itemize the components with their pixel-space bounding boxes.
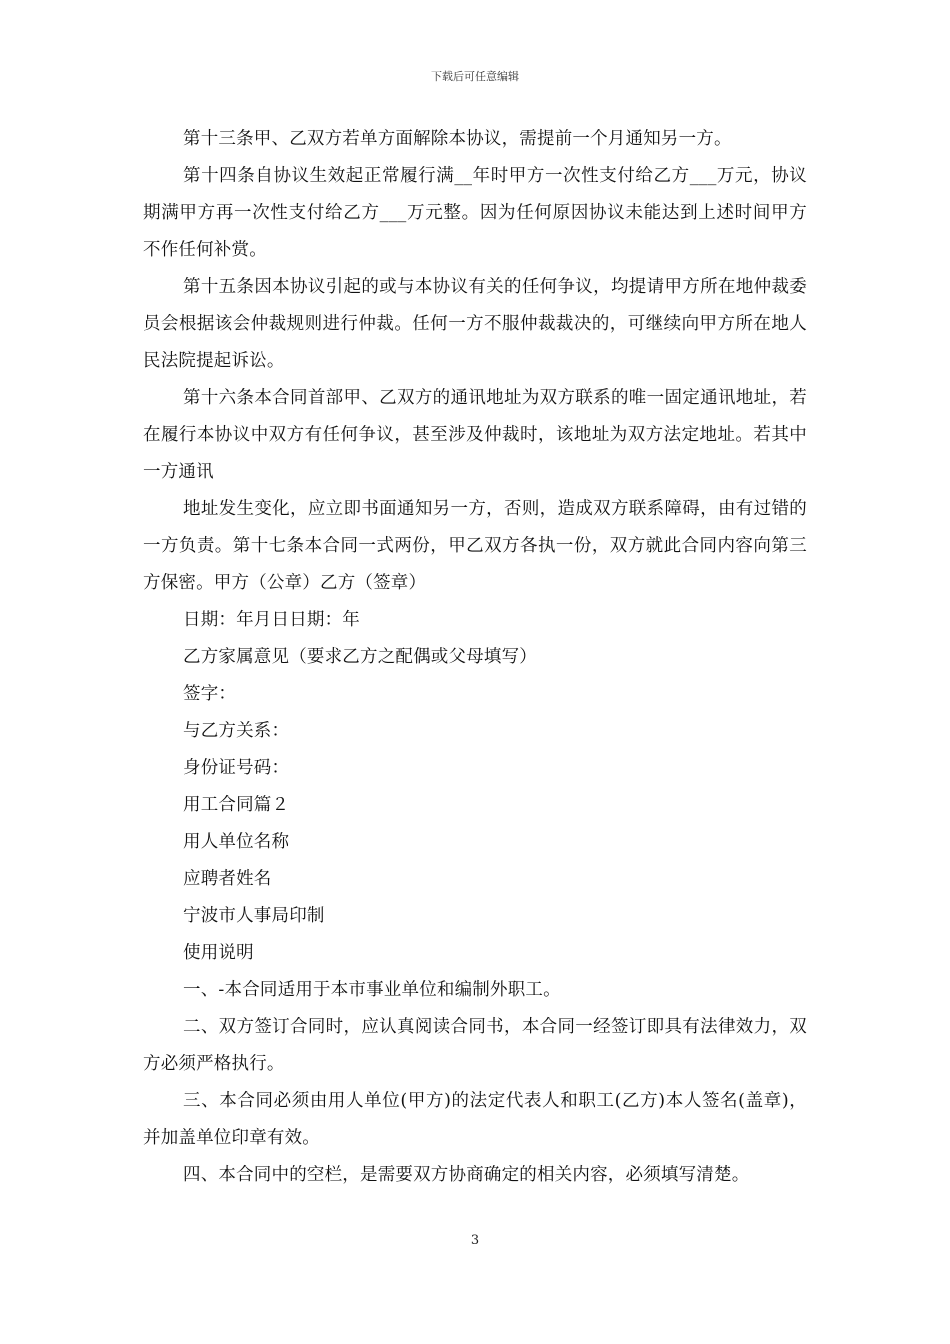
paragraph-instruction-2: 二、双方签订合同时，应认真阅读合同书，本合同一经签订即具有法律效力，双方必须严格执行。 <box>143 1017 807 1074</box>
document-body <box>143 121 807 1194</box>
paragraph-applicant-name: 应聘者姓名 <box>183 869 272 889</box>
paragraph-printed-by: 宁波市人事局印制 <box>183 906 325 926</box>
paragraph-address-change: 地址发生变化，应立即书面通知另一方，否则，造成双方联系障碍，由有过错的一方负责。第十七条本合同一式两份，甲乙双方各执一份，双方就此合同内容向第三方保密。甲方（公章）乙方（签章） <box>143 499 807 593</box>
paragraph-article-13: 第十三条甲、乙双方若单方面解除本协议，需提前一个月通知另一方。 <box>183 129 732 149</box>
paragraph-signature: 签字： <box>183 684 237 704</box>
paragraph-article-16: 第十六条本合同首部甲、乙双方的通讯地址为双方联系的唯一固定通讯地址，若在履行本协议中双方有任何争议，甚至涉及仲裁时，该地址为双方法定地址。若其中一方通讯 <box>143 388 807 482</box>
paragraph-article-14: 第十四条自协议生效起正常履行满__年时甲方一次性支付给乙方___万元，协议期满甲方再一次性支付给乙方___万元整。因为任何原因协议未能达到上述时间甲方不作任何补赏。 <box>143 166 807 260</box>
paragraph-instruction-3: 三、本合同必须由用人单位(甲方)的法定代表人和职工(乙方)本人签名(盖章)，并加盖单位印章有效。 <box>143 1091 807 1148</box>
paragraph-relationship: 与乙方关系： <box>183 721 290 741</box>
paragraph-section-title: 用工合同篇２ <box>183 795 290 815</box>
paragraph-instruction-4: 四、本合同中的空栏，是需要双方协商确定的相关内容，必须填写清楚。 <box>183 1165 750 1185</box>
paragraph-dates: 日期：年月日日期：年 <box>183 610 360 630</box>
paragraph-instruction-1: 一、-本合同适用于本市事业单位和编制外职工。 <box>183 980 561 1000</box>
paragraph-id-number: 身份证号码： <box>183 758 290 778</box>
paragraph-instructions-title: 使用说明 <box>183 943 254 963</box>
paragraph-article-15: 第十五条因本协议引起的或与本协议有关的任何争议，均提请甲方所在地仲裁委员会根据该会仲裁规则进行仲裁。任何一方不服仲裁裁决的，可继续向甲方所在地人民法院提起诉讼。 <box>143 277 807 371</box>
paragraph-family-opinion: 乙方家属意见（要求乙方之配偶或父母填写） <box>183 647 537 667</box>
paragraph-employer-name: 用人单位名称 <box>183 832 290 852</box>
page-number: 3 <box>470 1233 480 1248</box>
page-header-note: 下载后可任意编辑 <box>431 70 519 83</box>
